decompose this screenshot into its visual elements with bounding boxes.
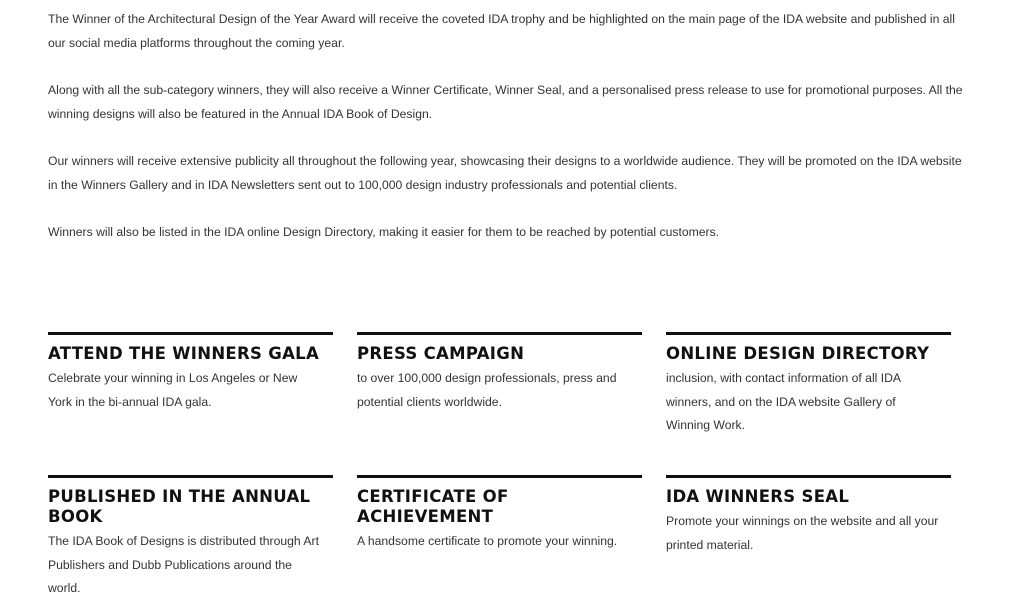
benefit-card-annual-book [48, 475, 333, 614]
intro-paragraph-directory: Winners will also be listed in the IDA online Design Directory, making it easier for them to be reached by potential customers. [48, 225, 720, 239]
benefit-title: IDA WINNERS SEAL [666, 487, 850, 506]
benefit-description: inclusion, with contact information of all IDA winners, and on the IDA website Gallery of Winning Work. [666, 371, 901, 432]
benefits-grid [48, 332, 952, 614]
benefit-title: CERTIFICATE OF ACHIEVEMENT [357, 487, 509, 526]
benefit-description: The IDA Book of Designs is distributed through Art Publishers and Dubb Publications around the world. [48, 534, 319, 595]
benefit-card-design-directory [666, 332, 951, 475]
benefit-card-press-campaign [357, 332, 642, 475]
intro-paragraph-certificate: Along with all the sub-category winners, they will also receive a Winner Certificate, Winner Seal, and a personalised press release to use for promotional purposes. All the winning designs will also be featured in the Annual IDA Book of Design. [48, 83, 963, 121]
benefit-card-certificate [357, 475, 642, 614]
benefit-description: to over 100,000 design professionals, press and potential clients worldwide. [357, 371, 617, 409]
intro-paragraph-trophy: The Winner of the Architectural Design of the Year Award will receive the coveted IDA trophy and be highlighted on the main page of the IDA website and published in all our social media platforms throughout the coming year. [48, 12, 955, 50]
benefit-card-winners-seal [666, 475, 951, 614]
benefit-title: ONLINE DESIGN DIRECTORY [666, 344, 930, 363]
benefit-description: A handsome certificate to promote your winning. [357, 534, 618, 548]
benefit-title: PUBLISHED IN THE ANNUAL BOOK [48, 487, 311, 526]
benefit-title: PRESS CAMPAIGN [357, 344, 525, 363]
benefit-title: ATTEND THE WINNERS GALA [48, 344, 320, 363]
benefit-description: Celebrate your winning in Los Angeles or New York in the bi-annual IDA gala. [48, 371, 298, 409]
intro-section [48, 7, 968, 267]
benefit-card-winners-gala [48, 332, 333, 475]
intro-paragraph-publicity: Our winners will receive extensive publicity all throughout the following year, showcasing their designs to a worldwide audience. They will be promoted on the IDA website in the Winners Gallery and in IDA Newsletters sent out to 100,000 design industry professionals and potential clients. [48, 154, 962, 192]
benefit-description: Promote your winnings on the website and all your printed material. [666, 514, 939, 552]
